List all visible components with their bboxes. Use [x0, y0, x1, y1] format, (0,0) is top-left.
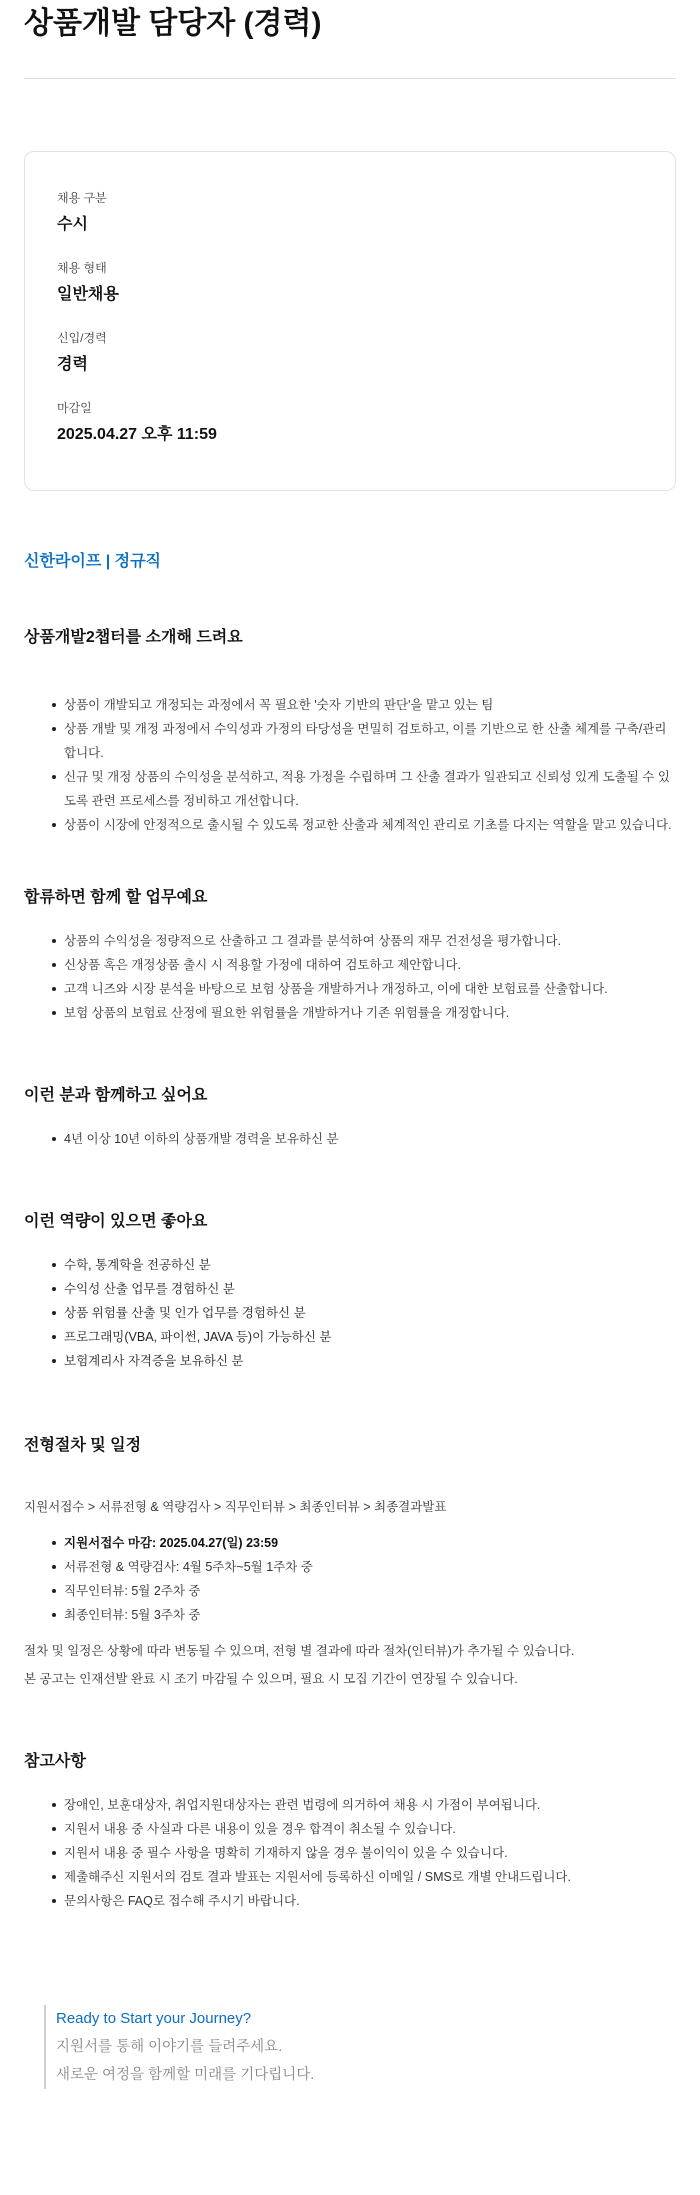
- summary-label: 채용 형태: [57, 261, 107, 275]
- summary-value: 경력: [57, 356, 88, 373]
- list-item: 신상품 혹은 개정상품 출시 시 적용할 가정에 대하여 검토하고 제안합니다.: [52, 953, 676, 977]
- list-item: 프로그래밍(VBA, 파이썬, JAVA 등)이 가능하신 분: [52, 1325, 676, 1349]
- section-title-notice: 참고사항: [24, 1753, 86, 1770]
- summary-value: 2025.04.27 오후 11:59: [57, 426, 217, 443]
- list-item: 지원서접수 마감: 2025.04.27(일) 23:59: [52, 1531, 676, 1555]
- list-item: 지원서 내용 중 사실과 다른 내용이 있을 경우 합격이 취소될 수 있습니다.: [52, 1817, 676, 1841]
- summary-value: 수시: [57, 216, 88, 233]
- summary-field-hiring-type: [57, 190, 643, 260]
- list-item: 상품이 시장에 안정적으로 출시될 수 있도록 정교한 산출과 체계적인 관리로 기초를 다지는 역할을 맡고 있습니다.: [52, 813, 676, 837]
- closing-line: 새로운 여정을 함께할 미래를 기다립니다.: [56, 2067, 315, 2083]
- summary-field-employment-type: [57, 260, 643, 330]
- summary-label: 신입/경력: [57, 331, 107, 345]
- list-item: 고객 니즈와 시장 분석을 바탕으로 보험 상품을 개발하거나 개정하고, 이에 대한 보험료를 산출합니다.: [52, 977, 676, 1001]
- summary-field-career-level: [57, 330, 643, 400]
- summary-field-deadline: [57, 400, 643, 470]
- process-flow: 지원서접수 > 서류전형 & 역량검사 > 직무인터뷰 > 최종인터뷰 > 최종결과발표: [24, 1500, 447, 1514]
- requirements-list: [24, 1127, 676, 1151]
- list-item: 상품의 수익성을 정량적으로 산출하고 그 결과를 분석하여 상품의 재무 건전성을 평가합니다.: [52, 929, 676, 953]
- list-item: 제출해주신 지원서의 검토 결과 발표는 지원서에 등록하신 이메일 / SMS로 개별 안내드립니다.: [52, 1865, 676, 1889]
- list-item: 신규 및 개정 상품의 수익성을 분석하고, 적용 가정을 수립하며 그 산출 결과가 일관되고 신뢰성 있게 도출될 수 있도록 관련 프로세스를 정비하고 개선합니다.: [52, 765, 676, 813]
- list-item: 상품이 개발되고 개정되는 과정에서 꼭 필요한 '숫자 기반의 판단'을 맡고 있는 팀: [52, 693, 676, 717]
- list-item: 수익성 산출 업무를 경험하신 분: [52, 1277, 676, 1301]
- summary-card: [24, 151, 676, 491]
- section-title-intro: 상품개발2챕터를 소개해 드려요: [24, 629, 243, 646]
- process-schedule-list: [24, 1531, 676, 1627]
- summary-value: 일반채용: [57, 286, 119, 303]
- closing-headline: Ready to Start your Journey?: [56, 2010, 252, 2027]
- summary-label: 마감일: [57, 401, 92, 415]
- page-title: 상품개발 담당자 (경력): [24, 7, 322, 40]
- section-title-preferred: 이런 역량이 있으면 좋아요: [24, 1213, 208, 1230]
- preferred-list: [24, 1253, 676, 1373]
- section-title-requirements: 이런 분과 함께하고 싶어요: [24, 1087, 208, 1104]
- list-item: 직무인터뷰: 5월 2주차 중: [52, 1579, 676, 1603]
- list-item: 상품 위험률 산출 및 인가 업무를 경험하신 분: [52, 1301, 676, 1325]
- list-item: 4년 이상 10년 이하의 상품개발 경력을 보유하신 분: [52, 1127, 676, 1151]
- duties-list: [24, 929, 676, 1025]
- title-divider: [24, 78, 676, 79]
- notice-list: [24, 1793, 676, 1913]
- summary-label: 채용 구분: [57, 191, 107, 205]
- list-item: 보험계리사 자격증을 보유하신 분: [52, 1349, 676, 1373]
- list-item: 문의사항은 FAQ로 접수해 주시기 바랍니다.: [52, 1889, 676, 1913]
- list-item: 상품 개발 및 개정 과정에서 수익성과 가정의 타당성을 면밀히 검토하고, 이를 기반으로 한 산출 체계를 구축/관리합니다.: [52, 717, 676, 765]
- closing-quote: [44, 2005, 676, 2089]
- closing-line: 지원서를 통해 이야기를 들려주세요.: [56, 2039, 283, 2055]
- intro-list: [24, 693, 676, 837]
- list-item: 서류전형 & 역량검사: 4월 5주차~5월 1주차 중: [52, 1555, 676, 1579]
- section-title-process: 전형절차 및 일정: [24, 1437, 142, 1454]
- process-note: 절차 및 일정은 상황에 따라 변동될 수 있으며, 전형 별 결과에 따라 절차(인터뷰)가 추가될 수 있습니다.: [24, 1644, 575, 1658]
- company-name: 신한라이프 | 정규직: [24, 553, 162, 570]
- list-item: 수학, 통계학을 전공하신 분: [52, 1253, 676, 1277]
- process-note: 본 공고는 인재선발 완료 시 조기 마감될 수 있으며, 필요 시 모집 기간이 연장될 수 있습니다.: [24, 1672, 518, 1686]
- list-item: 최종인터뷰: 5월 3주차 중: [52, 1603, 676, 1627]
- list-item: 보험 상품의 보험료 산정에 필요한 위험률을 개발하거나 기존 위험률을 개정합니다.: [52, 1001, 676, 1025]
- section-title-duties: 합류하면 함께 할 업무예요: [24, 889, 208, 906]
- list-item: 장애인, 보훈대상자, 취업지원대상자는 관련 법령에 의거하여 채용 시 가점이 부여됩니다.: [52, 1793, 676, 1817]
- list-item: 지원서 내용 중 필수 사항을 명확히 기재하지 않을 경우 불이익이 있을 수 있습니다.: [52, 1841, 676, 1865]
